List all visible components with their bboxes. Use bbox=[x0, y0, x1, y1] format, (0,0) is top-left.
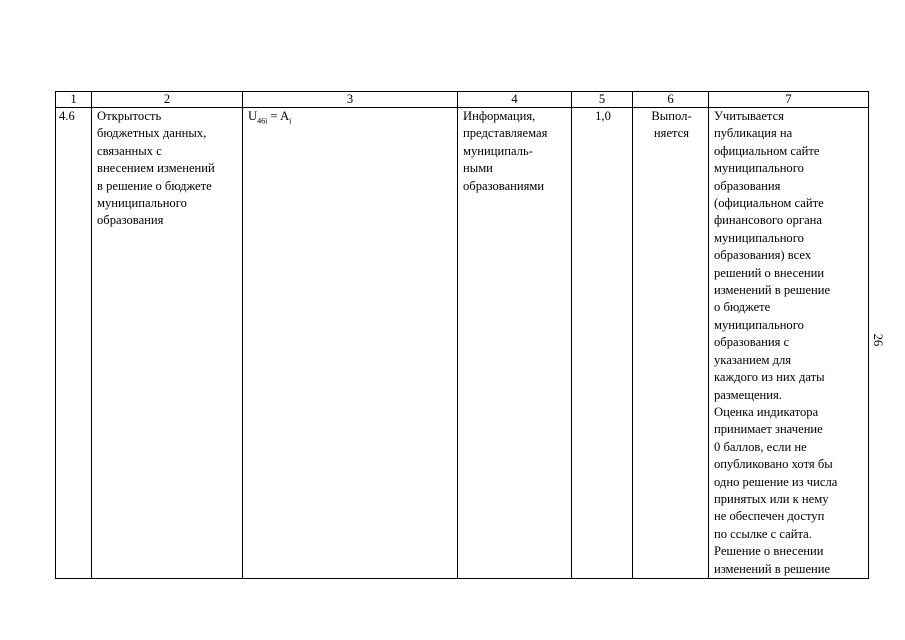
header-cell-5: 5 bbox=[572, 92, 633, 108]
header-cell-3: 3 bbox=[243, 92, 458, 108]
comment-text: Учитывается публикация на официальном сайте муниципального образования (официальном сайте финансового органа муниципального образования) всех решений о внесении изменений в решение о бюджете муниципального образования с указанием для каждого из них даты размещения. Оценка индикатора принимает значение 0 баллов, если не опубликовано хотя бы одно решение из числа принятых или к нему не обеспечен доступ по ссылке с сайта. Решение о внесении изменений в решение bbox=[714, 109, 838, 576]
table-row bbox=[56, 108, 869, 579]
data-source: Информация, представляемая муниципаль- ными образованиями bbox=[463, 109, 548, 193]
header-cell-2: 2 bbox=[92, 92, 243, 108]
formula-cell bbox=[243, 108, 458, 579]
header-cell-1: 1 bbox=[56, 92, 92, 108]
row-number-cell bbox=[56, 108, 92, 579]
comment-cell bbox=[709, 108, 869, 579]
row-number: 4.6 bbox=[59, 109, 75, 123]
score-value: 1,0 bbox=[595, 109, 611, 123]
formula-rhs: A bbox=[280, 109, 290, 123]
formula-lhs: U bbox=[248, 109, 258, 123]
indicator-table bbox=[55, 91, 869, 579]
formula-rhs-subscript: i bbox=[289, 116, 292, 126]
table-header-row bbox=[56, 92, 869, 108]
indicator-name-cell bbox=[92, 108, 243, 579]
header-cell-4: 4 bbox=[458, 92, 572, 108]
header-cell-6: 6 bbox=[633, 92, 709, 108]
formula bbox=[243, 108, 457, 125]
formula-lhs-subscript: 46i bbox=[257, 116, 268, 126]
data-source-cell bbox=[458, 108, 572, 579]
status-value: Выпол- няется bbox=[651, 109, 692, 141]
score-cell bbox=[572, 108, 633, 579]
formula-equals: = bbox=[267, 109, 281, 123]
page-number: 26 bbox=[871, 333, 885, 347]
indicator-name: Открытость бюджетных данных, связанных с внесением изменений в решение о бюджете муниципального образования bbox=[97, 109, 215, 228]
header-cell-7: 7 bbox=[709, 92, 869, 108]
status-cell bbox=[633, 108, 709, 579]
